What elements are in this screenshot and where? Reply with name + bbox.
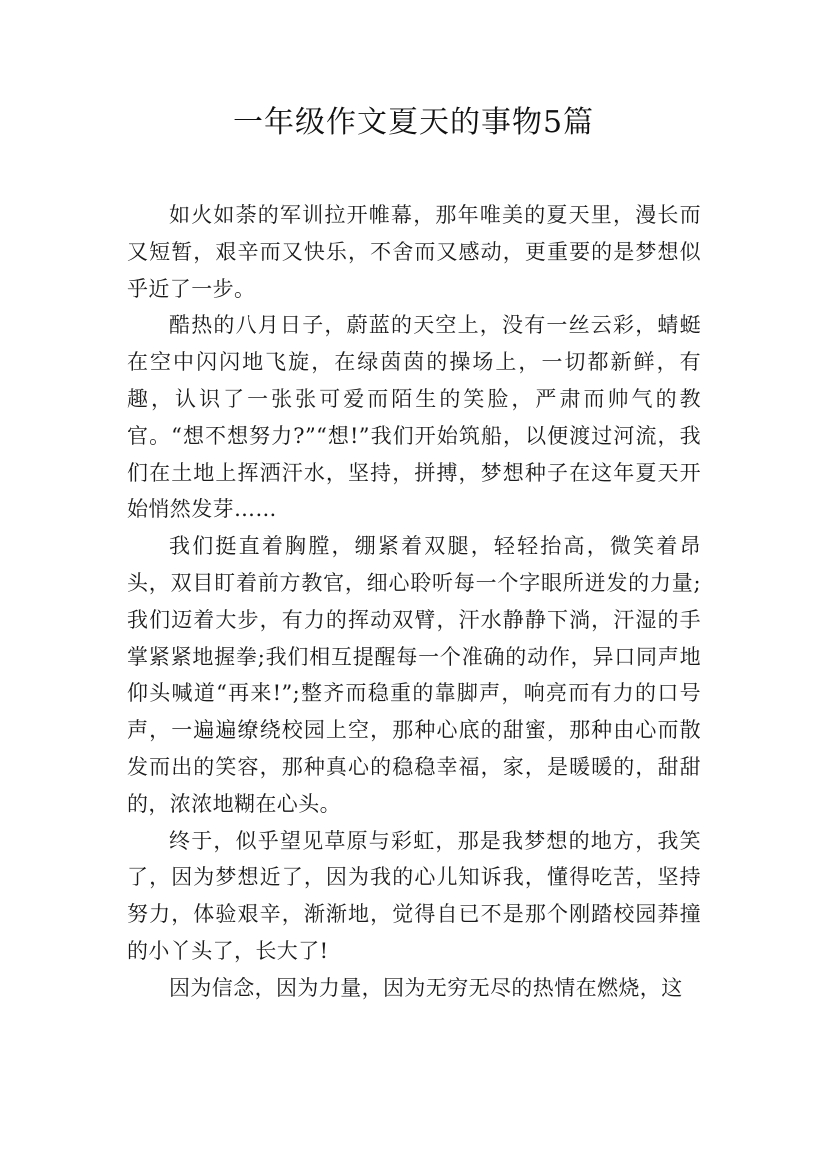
paragraph: 如火如荼的军训拉开帷幕，那年唯美的夏天里，漫长而又短暂，艰辛而又快乐，不舍而又感动，更重要的是梦想似乎近了一步。 [127, 203, 701, 301]
document-body [127, 197, 701, 1007]
document-title: 一年级作文夏天的事物5篇 [232, 105, 595, 140]
paragraph: 酷热的八月日子，蔚蓝的天空上，没有一丝云彩，蜻蜓在空中闪闪地飞旋，在绿茵茵的操场上，一切都新鲜，有趣，认识了一张张可爱而陌生的笑脸，严肃而帅气的教官。“想不想努力?”“想!”我们开始筑船，以便渡过河流，我们在土地上挥洒汗水，坚持，拼搏，梦想种子在这年夏天开始悄然发芽…… [127, 313, 701, 522]
paragraph: 终于，似乎望见草原与彩虹，那是我梦想的地方，我笑了，因为梦想近了，因为我的心儿知诉我，懂得吃苦，坚持努力，体验艰辛，渐渐地，觉得自已不是那个刚踏校园莽撞的小丫头了，长大了! [127, 828, 701, 963]
paragraph: 因为信念，因为力量，因为无穷无尽的热情在燃烧，这 [169, 975, 683, 1000]
paragraph: 我们挺直着胸膛，绷紧着双腿，轻轻抬高，微笑着昂头，双目盯着前方教官，细心聆听每一个字眼所迸发的力量;我们迈着大步，有力的挥动双臂，汗水静静下淌，汗湿的手掌紧紧地握拳;我们相互提醒每一个准确的动作，异口同声地仰头喊道“再来!”;整齐而稳重的靠脚声，响亮而有力的口号声，一遍遍缭绕校园上空，那种心底的甜蜜，那种由心而散发而出的笑容，那种真心的稳稳幸福，家，是暖暖的，甜甜的，浓浓地糊在心头。 [127, 534, 701, 816]
